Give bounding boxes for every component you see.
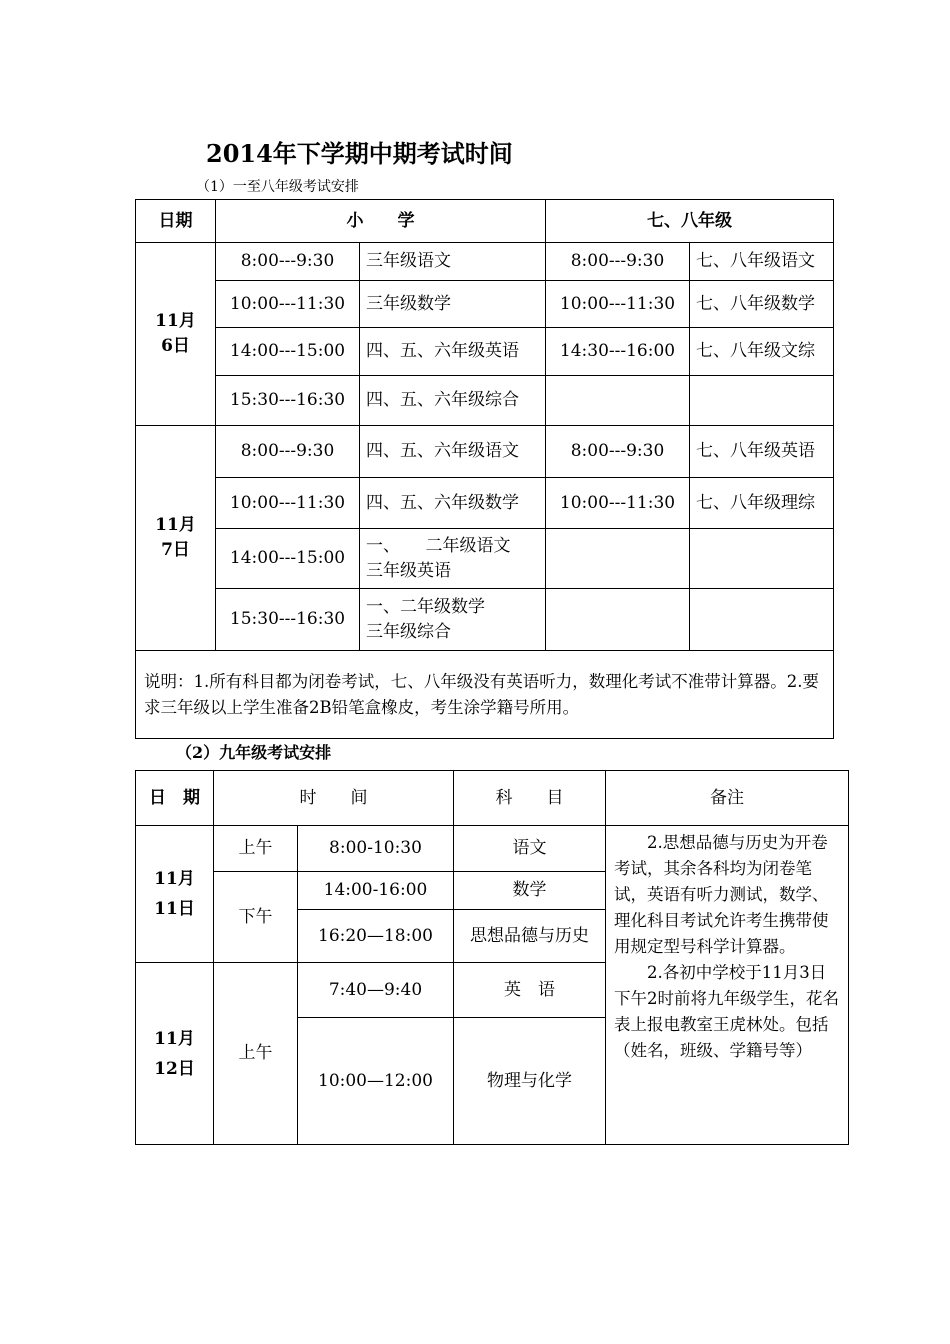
exam-time: 14:00-16:00 (298, 872, 454, 910)
header-primary: 小 学 (216, 200, 546, 243)
primary-subject-line1: 一、二年级数学 (366, 596, 485, 617)
exam-subject: 数学 (454, 872, 606, 910)
junior-time: 8:00---9:30 (546, 243, 690, 281)
date-month: 11月 (155, 311, 196, 331)
table-row (136, 589, 834, 651)
grade-9-schedule-table (135, 770, 849, 1145)
exam-subject: 语文 (454, 826, 606, 872)
primary-subject: 三年级数学 (360, 281, 546, 328)
date-cell (136, 963, 214, 1145)
primary-time: 10:00---11:30 (216, 281, 360, 328)
primary-time: 14:00---15:00 (216, 529, 360, 589)
primary-subject: 四、五、六年级数学 (360, 478, 546, 529)
header-time: 时 间 (214, 771, 454, 826)
junior-time (546, 376, 690, 426)
primary-subject-line2: 三年级英语 (366, 560, 451, 581)
table-row (136, 426, 834, 478)
note-row (136, 651, 834, 739)
junior-time (546, 589, 690, 651)
primary-time: 10:00---11:30 (216, 478, 360, 529)
date-cell (136, 243, 216, 426)
primary-time: 8:00---9:30 (216, 426, 360, 478)
table-row (136, 478, 834, 529)
primary-subject: 四、五、六年级英语 (360, 328, 546, 376)
primary-time: 15:30---16:30 (216, 589, 360, 651)
period-am: 上午 (214, 963, 298, 1145)
junior-time: 14:30---16:00 (546, 328, 690, 376)
remark-paragraph-2: 2.各初中学校于11月3日下午2时前将九年级学生，花名表上报电教室王虎林处。包括（姓名，班级、学籍号等） (614, 963, 839, 1060)
primary-subject: 三年级语文 (360, 243, 546, 281)
section2-heading: （2）九年级考试安排 (176, 743, 332, 762)
table-header-row (136, 771, 849, 826)
date-cell (136, 426, 216, 651)
table-row (136, 243, 834, 281)
primary-time: 15:30---16:30 (216, 376, 360, 426)
junior-subject: 七、八年级理综 (690, 478, 834, 529)
grades-1-8-schedule-table (135, 199, 834, 739)
junior-subject (690, 376, 834, 426)
page-title: 2014年下学期中期考试时间 (206, 139, 513, 168)
primary-time: 8:00---9:30 (216, 243, 360, 281)
date-month: 11月 (154, 869, 195, 889)
date-day: 12日 (154, 1058, 195, 1079)
table-row (136, 529, 834, 589)
junior-subject: 七、八年级文综 (690, 328, 834, 376)
period-pm: 下午 (214, 872, 298, 963)
junior-time (546, 529, 690, 589)
exam-subject: 英 语 (454, 963, 606, 1018)
exam-subject: 物理与化学 (454, 1018, 606, 1145)
exam-time: 8:00-10:30 (298, 826, 454, 872)
exam-time: 7:40—9:40 (298, 963, 454, 1018)
exam-subject: 思想品德与历史 (454, 910, 606, 963)
date-day: 6日 (161, 336, 190, 356)
exam-note: 说明：1.所有科目都为闭卷考试，七、八年级没有英语听力，数理化考试不准带计算器。2.要求三年级以上学生准备2B铅笔盒橡皮，考生涂学籍号所用。 (136, 651, 834, 739)
header-subject: 科 目 (454, 771, 606, 826)
remark-paragraph-1: 2.思想品德与历史为开卷考试，其余各科均为闭卷笔试，英语有听力测试，数学、理化科目考试允许考生携带使用规定型号科学计算器。 (614, 833, 829, 956)
exam-time: 10:00—12:00 (298, 1018, 454, 1145)
primary-subject-line1: 一、 二年级语文 (366, 535, 511, 556)
table-row (136, 281, 834, 328)
primary-time: 14:00---15:00 (216, 328, 360, 376)
junior-subject: 七、八年级语文 (690, 243, 834, 281)
date-month: 11月 (155, 515, 196, 535)
junior-subject: 七、八年级数学 (690, 281, 834, 328)
junior-subject (690, 529, 834, 589)
primary-subject-line2: 三年级综合 (366, 621, 451, 642)
table-row (136, 826, 849, 872)
remark-cell (606, 826, 849, 1145)
period-am: 上午 (214, 826, 298, 872)
header-junior: 七、八年级 (546, 200, 834, 243)
header-remark: 备注 (606, 771, 849, 826)
header-date: 日 期 (136, 771, 214, 826)
junior-time: 10:00---11:30 (546, 281, 690, 328)
header-date: 日期 (136, 200, 216, 243)
date-cell (136, 826, 214, 963)
primary-subject: 四、五、六年级综合 (360, 376, 546, 426)
date-day: 11日 (154, 899, 195, 919)
junior-time: 10:00---11:30 (546, 478, 690, 529)
junior-subject: 七、八年级英语 (690, 426, 834, 478)
junior-time: 8:00---9:30 (546, 426, 690, 478)
primary-subject (360, 589, 546, 651)
date-month: 11月 (154, 1028, 195, 1049)
date-day: 7日 (161, 540, 190, 560)
exam-time: 16:20—18:00 (298, 910, 454, 963)
table-header-row (136, 200, 834, 243)
primary-subject (360, 529, 546, 589)
primary-subject: 四、五、六年级语文 (360, 426, 546, 478)
section1-heading: （1）一至八年级考试安排 (196, 179, 359, 195)
table-row (136, 328, 834, 376)
junior-subject (690, 589, 834, 651)
table-row (136, 376, 834, 426)
